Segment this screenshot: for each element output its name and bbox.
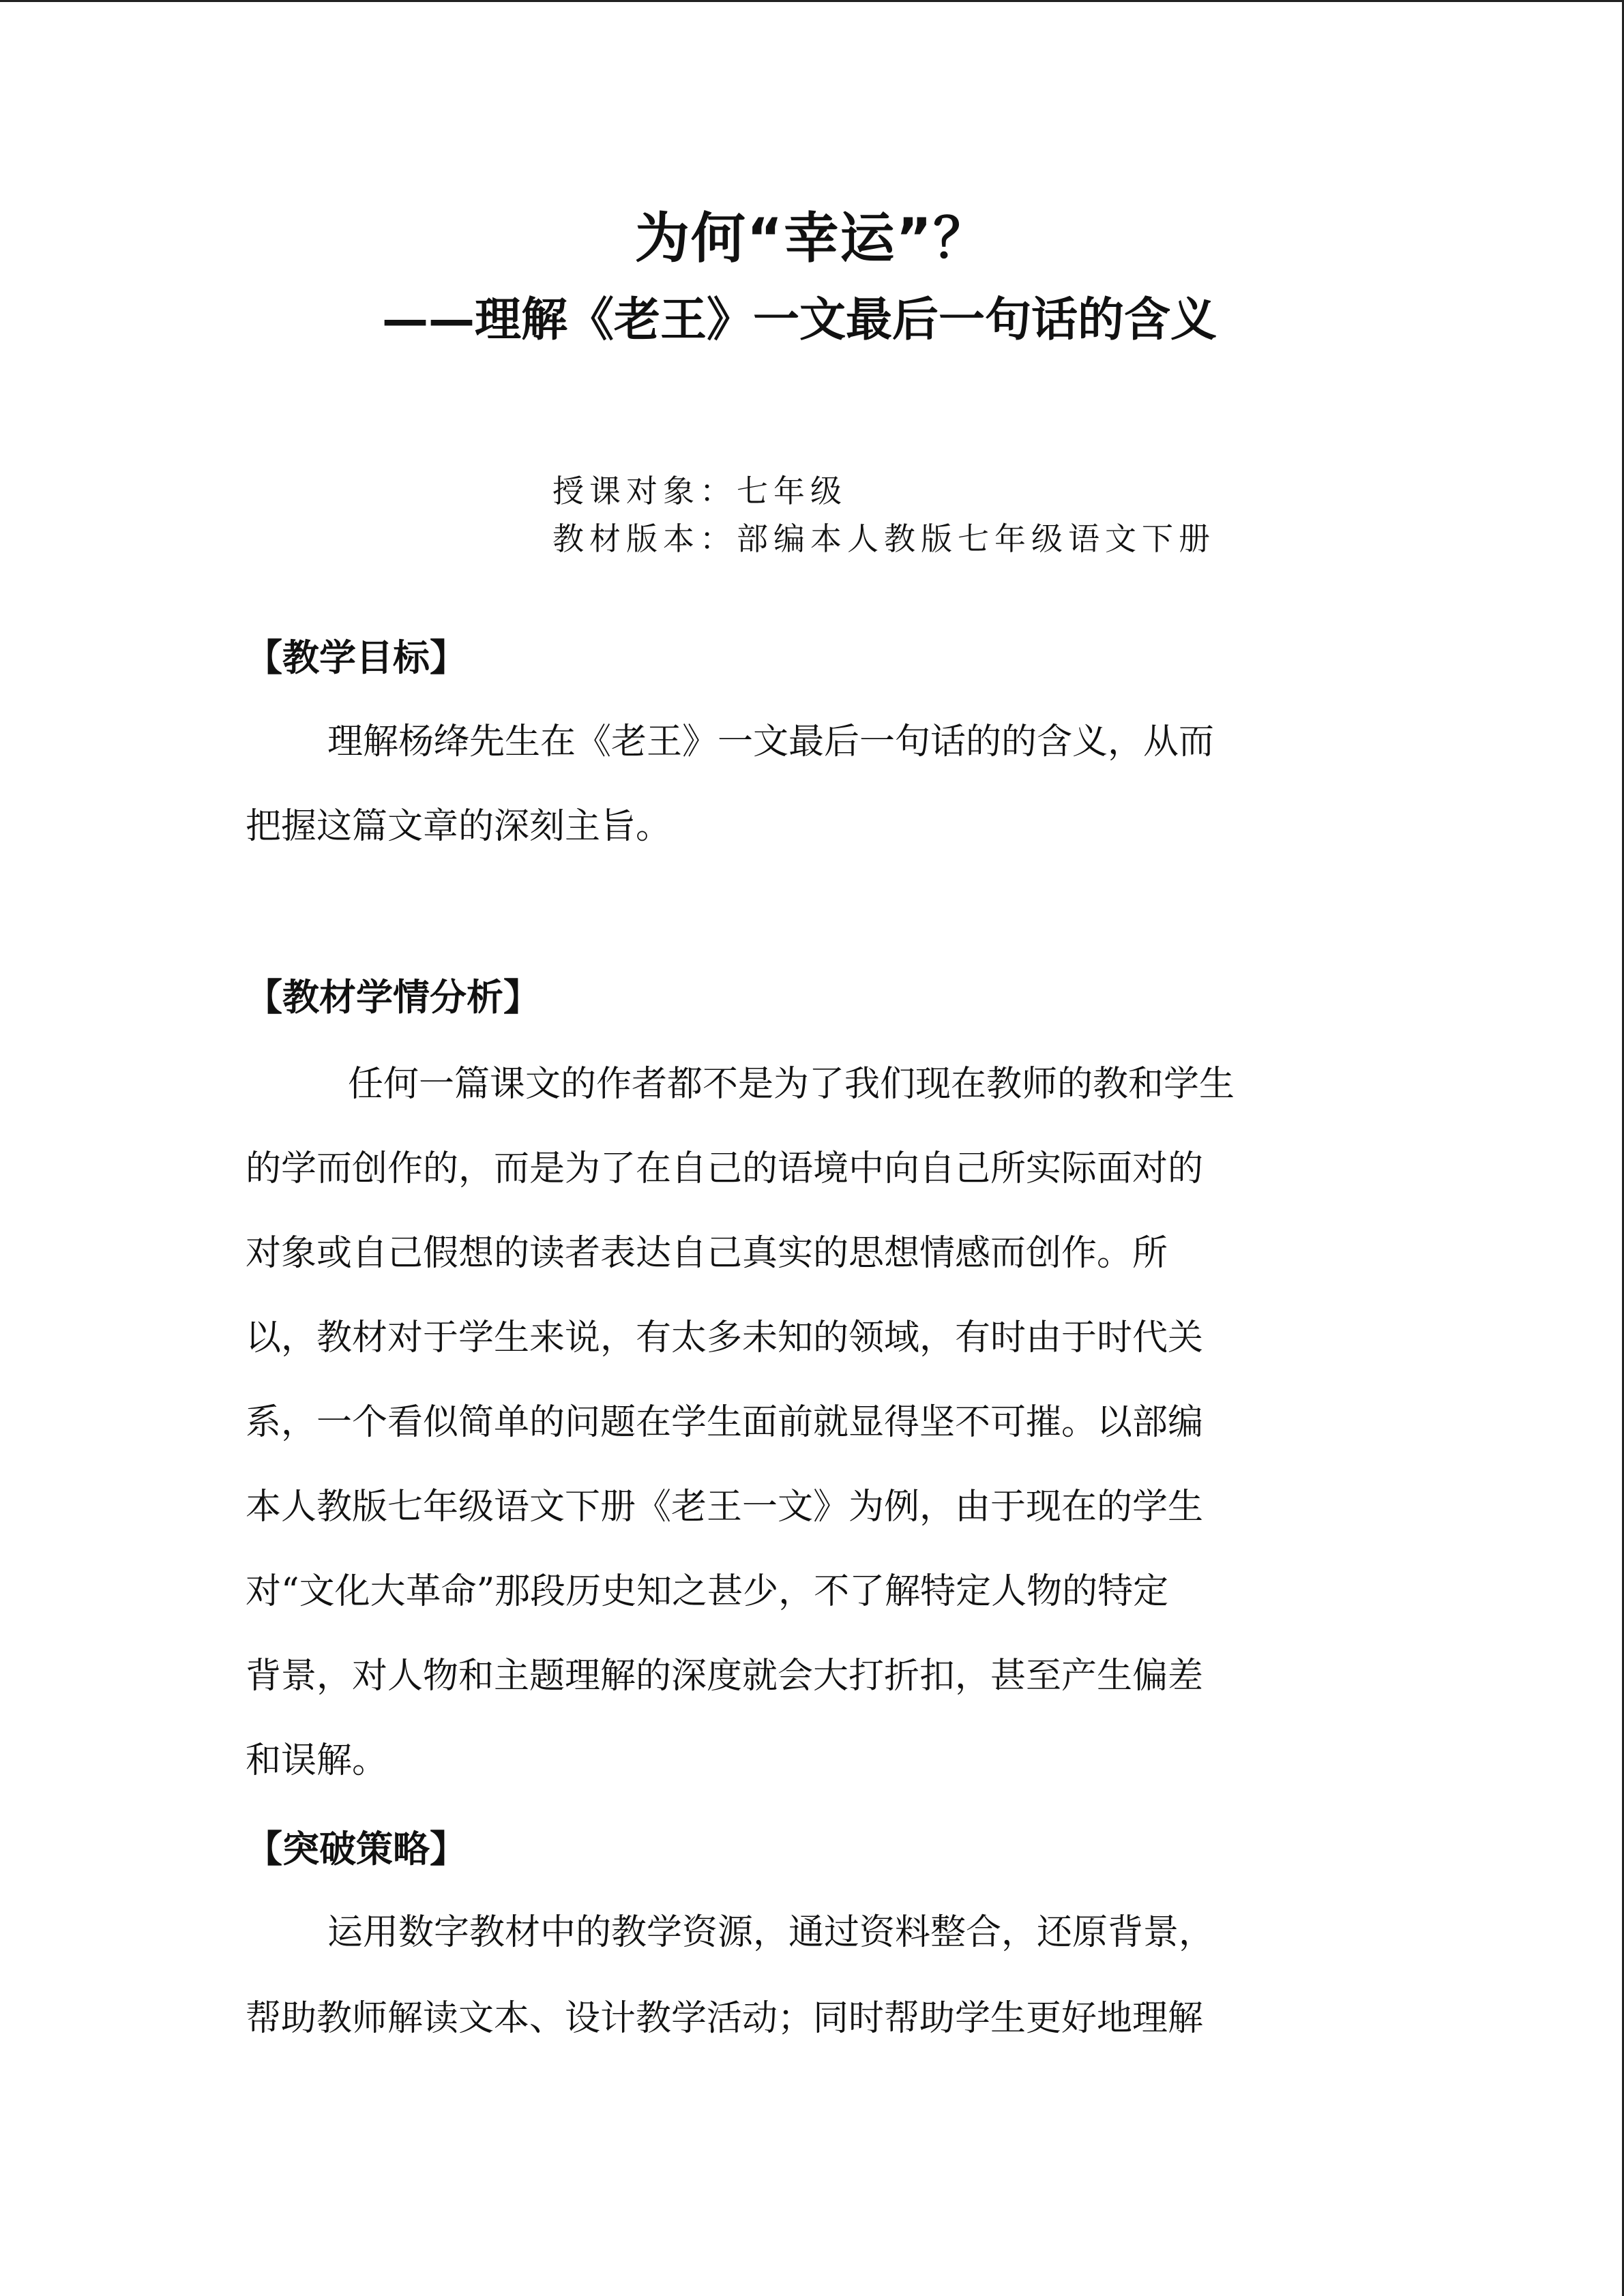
teaching-audience: 授课对象：七年级 — [552, 473, 847, 509]
document-title: 为何“幸运”？ — [634, 207, 990, 270]
page-border-top — [0, 0, 1624, 2]
paragraph-line: 背景，对人物和主题理解的深度就会大打折扣，甚至产生偏差 — [246, 1656, 1204, 1697]
paragraph-line: 运用数字教材中的教学资源，通过资料整合，还原背景， — [327, 1912, 1215, 1953]
paragraph-line: 理解杨绛先生在《老王》一文最后一句话的的含义，从而 — [327, 721, 1215, 762]
paragraph-line: 以，教材对于学生来说，有太多未知的领域，有时由于时代关 — [246, 1317, 1204, 1358]
section-heading-goals: 【教学目标】 — [246, 636, 467, 679]
paragraph-line: 对“文化大革命”那段历史知之甚少，不了解特定人物的特定 — [246, 1571, 1169, 1612]
paragraph-line: 帮助教师解读文本、设计教学活动；同时帮助学生更好地理解 — [246, 1998, 1204, 2039]
section-heading-strategy: 【突破策略】 — [246, 1828, 467, 1870]
paragraph-line: 对象或自己假想的读者表达自己真实的思想情感而创作。所 — [246, 1233, 1168, 1274]
paragraph-line: 的学而创作的，而是为了在自己的语境中向自己所实际面对的 — [246, 1148, 1204, 1189]
paragraph-line: 和误解。 — [246, 1740, 388, 1781]
textbook-edition: 教材版本：部编本人教版七年级语文下册 — [552, 520, 1215, 557]
section-heading-analysis: 【教材学情分析】 — [246, 976, 540, 1019]
paragraph-line: 任何一篇课文的作者都不是为了我们现在教师的教和学生 — [348, 1064, 1235, 1105]
paragraph-line: 把握这篇文章的深刻主旨。 — [246, 806, 672, 847]
document-subtitle: ——理解《老王》一文最后一句话的含义 — [382, 293, 1217, 347]
paragraph-line: 本人教版七年级语文下册《老王一文》为例，由于现在的学生 — [246, 1487, 1204, 1527]
paragraph-line: 系，一个看似简单的问题在学生面前就显得坚不可摧。以部编 — [246, 1402, 1204, 1443]
